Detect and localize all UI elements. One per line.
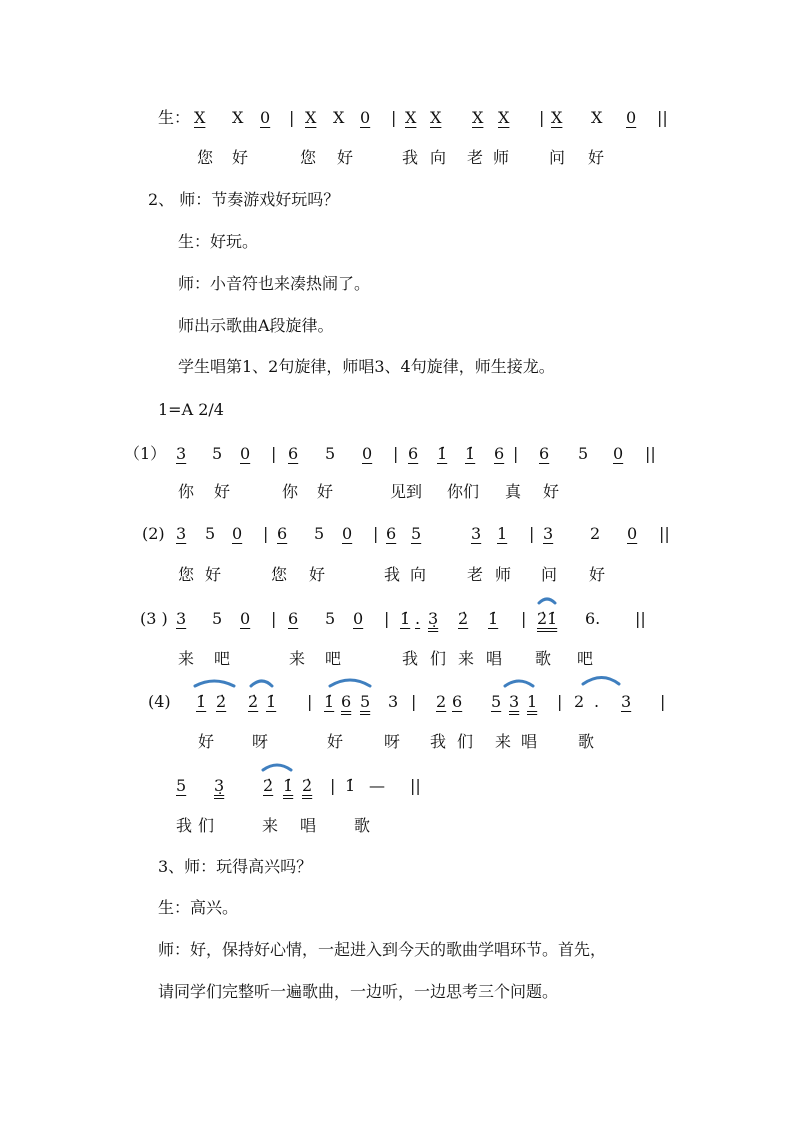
- lyric: 唱: [486, 649, 503, 668]
- note: 6.: [585, 609, 601, 628]
- lyric: 你: [282, 482, 299, 501]
- note: 0: [627, 524, 638, 543]
- note: 1̇: [283, 776, 294, 795]
- lyric: 吧: [577, 649, 594, 668]
- note: 0: [232, 524, 243, 543]
- lyric: 歌: [535, 649, 552, 668]
- note: 1̇: [465, 444, 476, 463]
- note: 3: [471, 524, 482, 543]
- lyric: 呀: [252, 732, 269, 751]
- lyric: 唱: [300, 816, 317, 835]
- lyric: 您: [271, 565, 288, 584]
- beat: X: [333, 108, 345, 127]
- slur-arc: [263, 765, 291, 770]
- note: 3̣: [428, 609, 439, 628]
- lyric: 好: [543, 482, 560, 501]
- barline: |: [411, 692, 417, 711]
- note: 1̇: [547, 609, 558, 628]
- note: 0: [613, 444, 624, 463]
- lyric: 见到: [390, 482, 423, 501]
- note: 3: [388, 692, 399, 711]
- lyric: 真: [505, 482, 522, 501]
- slur-arc: [195, 681, 234, 686]
- lyric: 好: [588, 148, 605, 167]
- teacher-paragraph-1: 师：好，保持好心情，一起进入到今天的歌曲学唱环节。首先，: [158, 940, 607, 959]
- double-barline: ||: [657, 108, 668, 127]
- slur-arc: [251, 681, 272, 686]
- beat: X: [194, 108, 206, 127]
- lyric: 问: [549, 148, 566, 167]
- note: 5: [212, 444, 223, 463]
- lyric: 您: [197, 148, 214, 167]
- student-answer: 生：高兴。: [158, 898, 239, 917]
- note: 2: [574, 692, 585, 711]
- double-barline: ||: [645, 444, 656, 463]
- note: 1: [497, 524, 508, 543]
- lyric: 唱: [521, 732, 538, 751]
- note: 5: [325, 444, 336, 463]
- lyric: 您: [178, 565, 195, 584]
- note: 3: [621, 692, 632, 711]
- note: 6: [408, 444, 419, 463]
- barline: |: [271, 444, 277, 463]
- note: 5: [314, 524, 325, 543]
- lyric: 好: [232, 148, 249, 167]
- beat: X: [405, 108, 417, 127]
- beat: X: [430, 108, 442, 127]
- lyric: 老: [467, 565, 484, 584]
- barline: |: [289, 108, 295, 127]
- beat: X: [551, 108, 563, 127]
- lyric: 好: [327, 732, 344, 751]
- barline: |: [330, 776, 336, 795]
- lyric: 吧: [214, 649, 231, 668]
- teacher-line: 师：小音符也来凑热闹了。: [178, 274, 371, 293]
- line-label: (3 ): [140, 609, 168, 628]
- dot: .: [415, 609, 421, 628]
- note: 1̇: [345, 776, 356, 795]
- slur-arc: [583, 678, 619, 685]
- lyric: 们: [457, 732, 474, 751]
- section2-question: 2、 师：节奏游戏好玩吗？: [148, 190, 340, 209]
- key-signature: 1=A 2/4: [158, 400, 224, 419]
- barline: |: [539, 108, 545, 127]
- lyric: 呀: [384, 732, 401, 751]
- note: 6: [277, 524, 288, 543]
- note: 5: [578, 444, 589, 463]
- lyric: 来: [289, 649, 306, 668]
- note: 5: [212, 609, 223, 628]
- barline: |: [307, 692, 313, 711]
- lyric: 我: [430, 732, 447, 751]
- note: 3: [176, 524, 187, 543]
- lyric: 向: [410, 565, 427, 584]
- lyric: 来: [495, 732, 512, 751]
- beat: X: [232, 108, 244, 127]
- note: 1: [527, 692, 538, 711]
- note: 6: [386, 524, 397, 543]
- double-barline: ||: [659, 524, 670, 543]
- lyric: 们: [198, 816, 215, 835]
- line-label: (2): [142, 524, 165, 543]
- lyric: 您: [300, 148, 317, 167]
- dash: —: [369, 776, 385, 795]
- beat: X: [591, 108, 603, 127]
- note: 0: [362, 444, 373, 463]
- student-answer: 生：好玩。: [178, 232, 259, 251]
- lyric: 老: [467, 148, 484, 167]
- note: 3: [176, 609, 187, 628]
- note: 6: [539, 444, 550, 463]
- note: 1̇: [488, 609, 499, 628]
- lyric: 师: [495, 565, 512, 584]
- lyric: 好: [309, 565, 326, 584]
- beat: X: [472, 108, 484, 127]
- note: 6: [494, 444, 505, 463]
- double-barline: ||: [410, 776, 421, 795]
- note: 5: [205, 524, 216, 543]
- note: 3: [176, 444, 187, 463]
- lyric: 歌: [578, 732, 595, 751]
- note: 5: [491, 692, 502, 711]
- note: 6: [452, 692, 463, 711]
- note: 2̇: [263, 776, 274, 795]
- note: 2̇: [216, 692, 227, 711]
- line-label: (4): [148, 692, 171, 711]
- lyric: 我: [402, 649, 419, 668]
- note: 5: [325, 609, 336, 628]
- lyric: 来: [262, 816, 279, 835]
- barline: |: [521, 609, 527, 628]
- note: 6: [341, 692, 352, 711]
- barline: |: [263, 524, 269, 543]
- teacher-paragraph-2: 请同学们完整听一遍歌曲，一边听，一边思考三个问题。: [158, 982, 559, 1001]
- lyric: 好: [337, 148, 354, 167]
- lyric: 好: [589, 565, 606, 584]
- note: 0: [240, 609, 251, 628]
- rhythm-prefix: 生：: [158, 108, 191, 127]
- note: 2̇: [302, 776, 313, 795]
- note: 0: [240, 444, 251, 463]
- lyric: 向: [430, 148, 447, 167]
- section3-question: 3、师：玩得高兴吗？: [158, 857, 313, 876]
- lyric: 们: [430, 649, 447, 668]
- slur-arc: [505, 681, 533, 686]
- lyric: 我: [384, 565, 401, 584]
- note: 2: [436, 692, 447, 711]
- lyric: 你: [178, 482, 195, 501]
- lyric: 好: [214, 482, 231, 501]
- note: 0: [353, 609, 364, 628]
- lyric: 歌: [354, 816, 371, 835]
- barline: |: [373, 524, 379, 543]
- note: 2̇: [248, 692, 259, 711]
- lyric: 好: [205, 565, 222, 584]
- barline: |: [391, 108, 397, 127]
- note: 6: [288, 609, 299, 628]
- barline: |: [513, 444, 519, 463]
- beat: 0: [626, 108, 637, 127]
- note: 2: [590, 524, 601, 543]
- note: 5: [176, 776, 187, 795]
- show-melody-line: 师出示歌曲A段旋律。: [178, 316, 334, 335]
- note: 1̇: [437, 444, 448, 463]
- note: 3: [543, 524, 554, 543]
- barline: |: [557, 692, 563, 711]
- line-label: （1）: [124, 444, 167, 463]
- lyric: 来: [178, 649, 195, 668]
- note: 2̇: [537, 609, 548, 628]
- lyric: 你们: [447, 482, 480, 501]
- beat: 0: [260, 108, 271, 127]
- beat: X: [305, 108, 317, 127]
- barline: |: [660, 692, 666, 711]
- beat: X: [498, 108, 510, 127]
- double-barline: ||: [635, 609, 646, 628]
- barline: |: [529, 524, 535, 543]
- note: 0: [342, 524, 353, 543]
- lyric: 好: [317, 482, 334, 501]
- lyric: 好: [198, 732, 215, 751]
- relay-line: 学生唱第1、2句旋律，师唱3、4句旋律，师生接龙。: [178, 357, 555, 376]
- note: 3̣: [214, 776, 225, 795]
- note: 1̇: [400, 609, 411, 628]
- beat: 0: [360, 108, 371, 127]
- note: 2̇: [458, 609, 469, 628]
- lyric: 我: [402, 148, 419, 167]
- barline: |: [384, 609, 390, 628]
- lyric: 吧: [325, 649, 342, 668]
- dot: .: [594, 692, 600, 711]
- slur-arc: [330, 680, 370, 686]
- lyric: 问: [541, 565, 558, 584]
- barline: |: [393, 444, 399, 463]
- note: 5: [411, 524, 422, 543]
- note: 3: [509, 692, 520, 711]
- note: 5: [360, 692, 371, 711]
- slur-arc: [539, 599, 555, 603]
- lyric: 我: [176, 816, 193, 835]
- barline: |: [271, 609, 277, 628]
- lyric: 师: [493, 148, 510, 167]
- note: 1̇: [196, 692, 207, 711]
- lyric: 来: [458, 649, 475, 668]
- note: 6: [288, 444, 299, 463]
- note: 1̇: [324, 692, 335, 711]
- note: 1̇: [266, 692, 277, 711]
